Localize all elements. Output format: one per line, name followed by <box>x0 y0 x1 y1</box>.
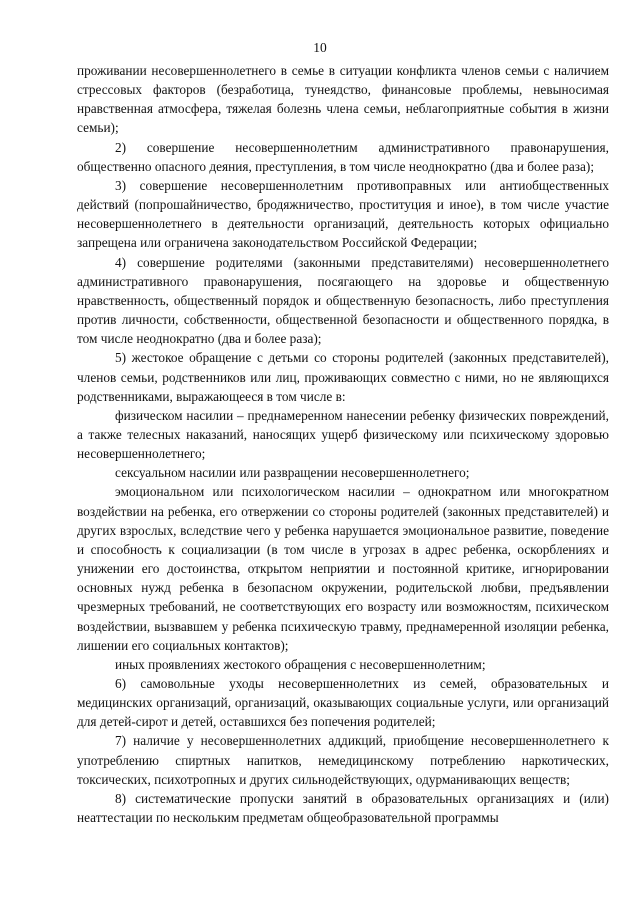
paragraph-item-8: 8) систематические пропуски занятий в образовательных организациях и (или) неаттестации по нескольким предметам общеобразовательной программы <box>77 790 609 826</box>
paragraph-item-6: 6) самовольные уходы несовершеннолетних из семей, образовательных и медицинских организаций, организаций, оказывающих социальные услуги, или организаций для детей-сирот и детей, оставшихся без попечения родителей; <box>77 676 609 730</box>
paragraph-continuation: проживании несовершеннолетнего в семье в ситуации конфликта членов семьи с наличием стрессовых факторов (безработица, тунеядство, финансовые проблемы, невыносимая нравственная атмосфера, тяжелая болезнь члена семьи, неблагоприятные события в жизни семьи); <box>77 63 609 136</box>
paragraph-physical-abuse: физическом насилии – преднамеренном нанесении ребенку физических повреждений, а также телесных наказаний, наносящих ущерб физическому или психическому здоровью несовершеннолетнего; <box>77 407 609 462</box>
document-body <box>77 61 609 827</box>
page-number: 10 <box>313 40 327 55</box>
paragraph-item-4: 4) совершение родителями (законными представителями) несовершеннолетнего административного правонарушения, посягающего на здоровье и общественную нравственность, общественный порядок и общественную безопасность, либо преступления против личности, собственности, общественной безопасности и общественного порядка, в том числе неоднократно (два и более раза); <box>77 254 609 347</box>
paragraph-emotional-abuse: эмоциональном или психологическом насилии – однократном или многократном воздействии на ребенка, его отвержении со стороны родителей (законных представителей) и других взрослых, вследствие чего у ребенка нарушается эмоциональное развитие, поведение и способность к социализации (в том числе в угрозах в адрес ребенка, оскорблениях и унижении его достоинства, открытом неприятии и постоянной критике, игнорировании основных нужд ребенка в безопасном окружении, родительской любви, предъявлении чрезмерных требований, не соответствующих его возрасту или возможностям, психическом воздействии, вызвавшем у ребенка психическую травму, преднамеренной изоляции ребенка, лишении его социальных контактов); <box>77 484 609 653</box>
paragraph-sexual-abuse: сексуальном насилии или развращении несовершеннолетнего; <box>115 465 470 481</box>
paragraph-other-abuse: иных проявлениях жестокого обращения с несовершеннолетним; <box>115 656 486 672</box>
paragraph-item-3: 3) совершение несовершеннолетним противоправных или антиобщественных действий (попрошайничество, бродяжничество, проституция и иное), в том числе участие несовершеннолетнего в деятельности организаций, деятельность которых официально запрещена или ограничена законодательством Российской Федерации; <box>77 177 609 251</box>
paragraph-item-5: 5) жестокое обращение с детьми со стороны родителей (законных представителей), членов семьи, родственников или лиц, проживающих совместно с ними, но не являющихся родственниками, выражающееся в том числе в: <box>77 350 609 404</box>
paragraph-item-2: 2) совершение несовершеннолетним административного правонарушения, общественно опасного деяния, преступления, в том числе неоднократно (два и более раза); <box>77 139 609 174</box>
paragraph-item-7: 7) наличие у несовершеннолетних аддикций, приобщение несовершеннолетнего к употреблению спиртных напитков, немедицинскому потреблению наркотических, токсических, психотропных и других сильнодействующих, одурманивающих веществ; <box>77 733 609 787</box>
